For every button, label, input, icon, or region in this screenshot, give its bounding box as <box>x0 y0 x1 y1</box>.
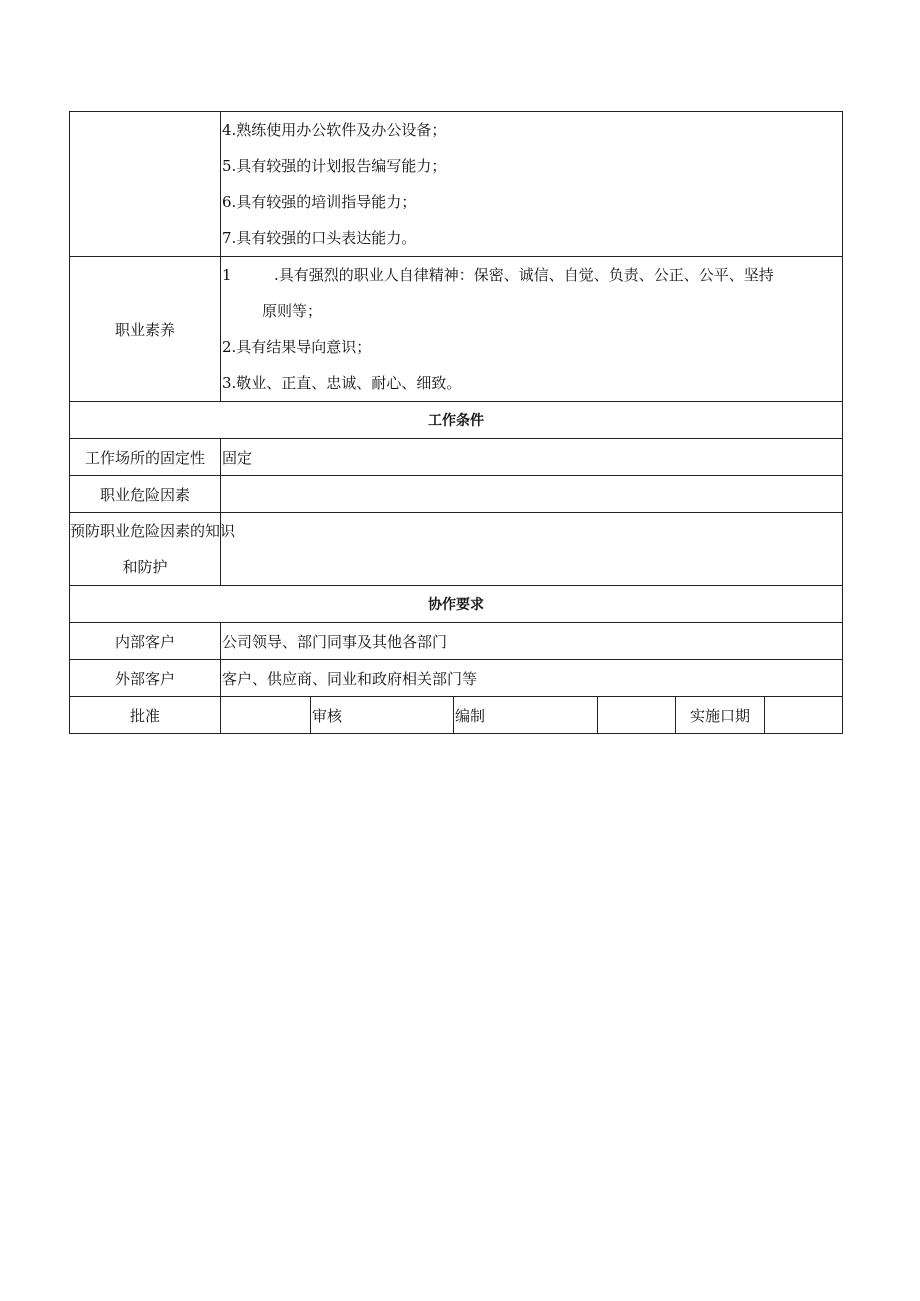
effective-date-value <box>765 697 843 734</box>
approve-label: 批准 <box>70 697 221 734</box>
table-row <box>70 513 843 586</box>
hazard-prevention-label <box>70 513 236 586</box>
workplace-fixity-label: 工作场所的固定性 <box>70 439 221 476</box>
occupational-hazards-label: 职业危险因素 <box>70 476 221 513</box>
cooperation-title: 协作要求 <box>70 586 843 623</box>
literacy-item-3: 3.敬业、正直、忠诚、耐心、细致。 <box>222 374 462 392</box>
effective-date-label: 实施口期 <box>676 697 765 734</box>
work-conditions-title: 工作条件 <box>70 402 843 439</box>
literacy-item-1-number: 1 <box>222 266 232 284</box>
hazard-prevention-label-line2: 和防护 <box>122 558 168 576</box>
job-description-table <box>69 111 843 734</box>
occupational-hazards-value <box>221 476 843 513</box>
internal-clients-value: 公司领导、部门同事及其他各部门 <box>221 623 843 660</box>
literacy-label: 职业素养 <box>70 257 221 402</box>
table-row <box>70 660 843 697</box>
internal-clients-label: 内部客户 <box>70 623 221 660</box>
literacy-row <box>70 257 843 402</box>
approve-value <box>221 697 311 734</box>
ability-line: 7.具有较强的口头表达能力。 <box>222 229 417 247</box>
table-row <box>70 623 843 660</box>
external-clients-label: 外部客户 <box>70 660 221 697</box>
ability-line: 5.具有较强的计划报告编写能力； <box>222 157 447 175</box>
prepare-label: 编制 <box>454 697 598 734</box>
ability-line: 4.熟练使用办公软件及办公设备； <box>222 121 447 139</box>
literacy-content <box>221 257 843 402</box>
table-row <box>70 476 843 513</box>
work-conditions-header-row <box>70 402 843 439</box>
review-label: 审核 <box>311 697 454 734</box>
literacy-item-1-continued: 原则等； <box>262 302 323 320</box>
literacy-item-1-text: .具有强烈的职业人自律精神：保密、诚信、自觉、负责、公正、公平、坚持 <box>274 266 774 284</box>
table-row <box>70 439 843 476</box>
external-clients-value: 客户、供应商、同业和政府相关部门等 <box>221 660 843 697</box>
hazard-prevention-label-line1: 预防职业危险因素的知识 <box>70 522 236 540</box>
signoff-row <box>70 697 843 734</box>
ability-row <box>70 112 843 257</box>
ability-content <box>221 112 843 257</box>
literacy-item-2: 2.具有结果导向意识； <box>222 338 372 356</box>
prepare-value <box>598 697 676 734</box>
hazard-prevention-value <box>221 513 843 586</box>
literacy-item-1 <box>222 257 842 293</box>
ability-line: 6.具有较强的培训指导能力； <box>222 193 417 211</box>
cooperation-header-row <box>70 586 843 623</box>
workplace-fixity-value: 固定 <box>221 439 843 476</box>
ability-label-cell <box>70 112 221 257</box>
